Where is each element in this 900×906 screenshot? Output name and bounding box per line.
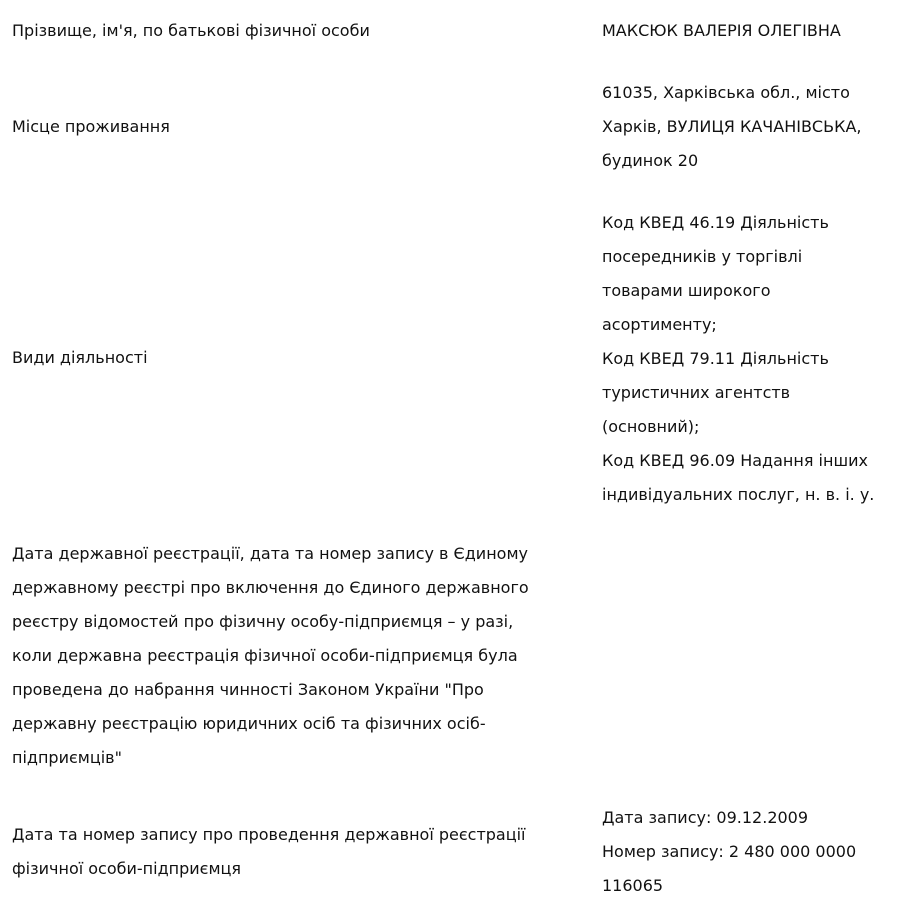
label-line: фізичної особи-підприємця <box>12 859 242 878</box>
record-value <box>602 801 892 903</box>
activities-label <box>12 341 572 375</box>
label-line: державному реєстрі про включення до Єдиного державного <box>12 578 529 597</box>
activities-value <box>602 206 892 512</box>
value-line: Код КВЕД 79.11 Діяльність <box>602 349 829 368</box>
label-line: Дата державної реєстрації, дата та номер запису в Єдиному <box>12 544 528 563</box>
label-line: Види діяльності <box>12 348 148 367</box>
label-line: Прізвище, ім'я, по батькові фізичної особи <box>12 21 370 40</box>
full-name-label <box>12 14 572 48</box>
value-line: (основний); <box>602 417 700 436</box>
label-line: коли державна реєстрація фізичної особи-підприємця була <box>12 646 518 665</box>
value-line: Номер запису: 2 480 000 0000 <box>602 842 857 861</box>
value-line: МАКСЮК ВАЛЕРІЯ ОЛЕГІВНА <box>602 21 841 40</box>
label-line: державну реєстрацію юридичних осіб та фізичних осіб- <box>12 714 486 733</box>
value-line: товарами широкого <box>602 281 771 300</box>
label-line: проведена до набрання чинності Законом України "Про <box>12 680 484 699</box>
value-line: асортименту; <box>602 315 717 334</box>
value-line: Харків, ВУЛИЦЯ КАЧАНІВСЬКА, <box>602 117 862 136</box>
record-label <box>12 818 572 886</box>
value-line: Код КВЕД 96.09 Надання інших <box>602 451 868 470</box>
value-line: туристичних агентств <box>602 383 791 402</box>
label-line: Місце проживання <box>12 117 170 136</box>
value-line: посередників у торгівлі <box>602 247 803 266</box>
label-line: підприємців" <box>12 748 122 767</box>
residence-value <box>602 76 892 178</box>
residence-label <box>12 110 572 144</box>
full-name-value <box>602 14 892 48</box>
value-line: 116065 <box>602 876 664 895</box>
value-line: будинок 20 <box>602 151 699 170</box>
label-line: Дата та номер запису про проведення державної реєстрації <box>12 825 526 844</box>
value-line: Код КВЕД 46.19 Діяльність <box>602 213 829 232</box>
value-line: Дата запису: 09.12.2009 <box>602 808 809 827</box>
value-line: індивідуальних послуг, н. в. і. у. <box>602 485 875 504</box>
label-line: реєстру відомостей про фізичну особу-підприємця – у разі, <box>12 612 514 631</box>
registration-date-label <box>12 537 572 775</box>
value-line: 61035, Харківська обл., місто <box>602 83 850 102</box>
